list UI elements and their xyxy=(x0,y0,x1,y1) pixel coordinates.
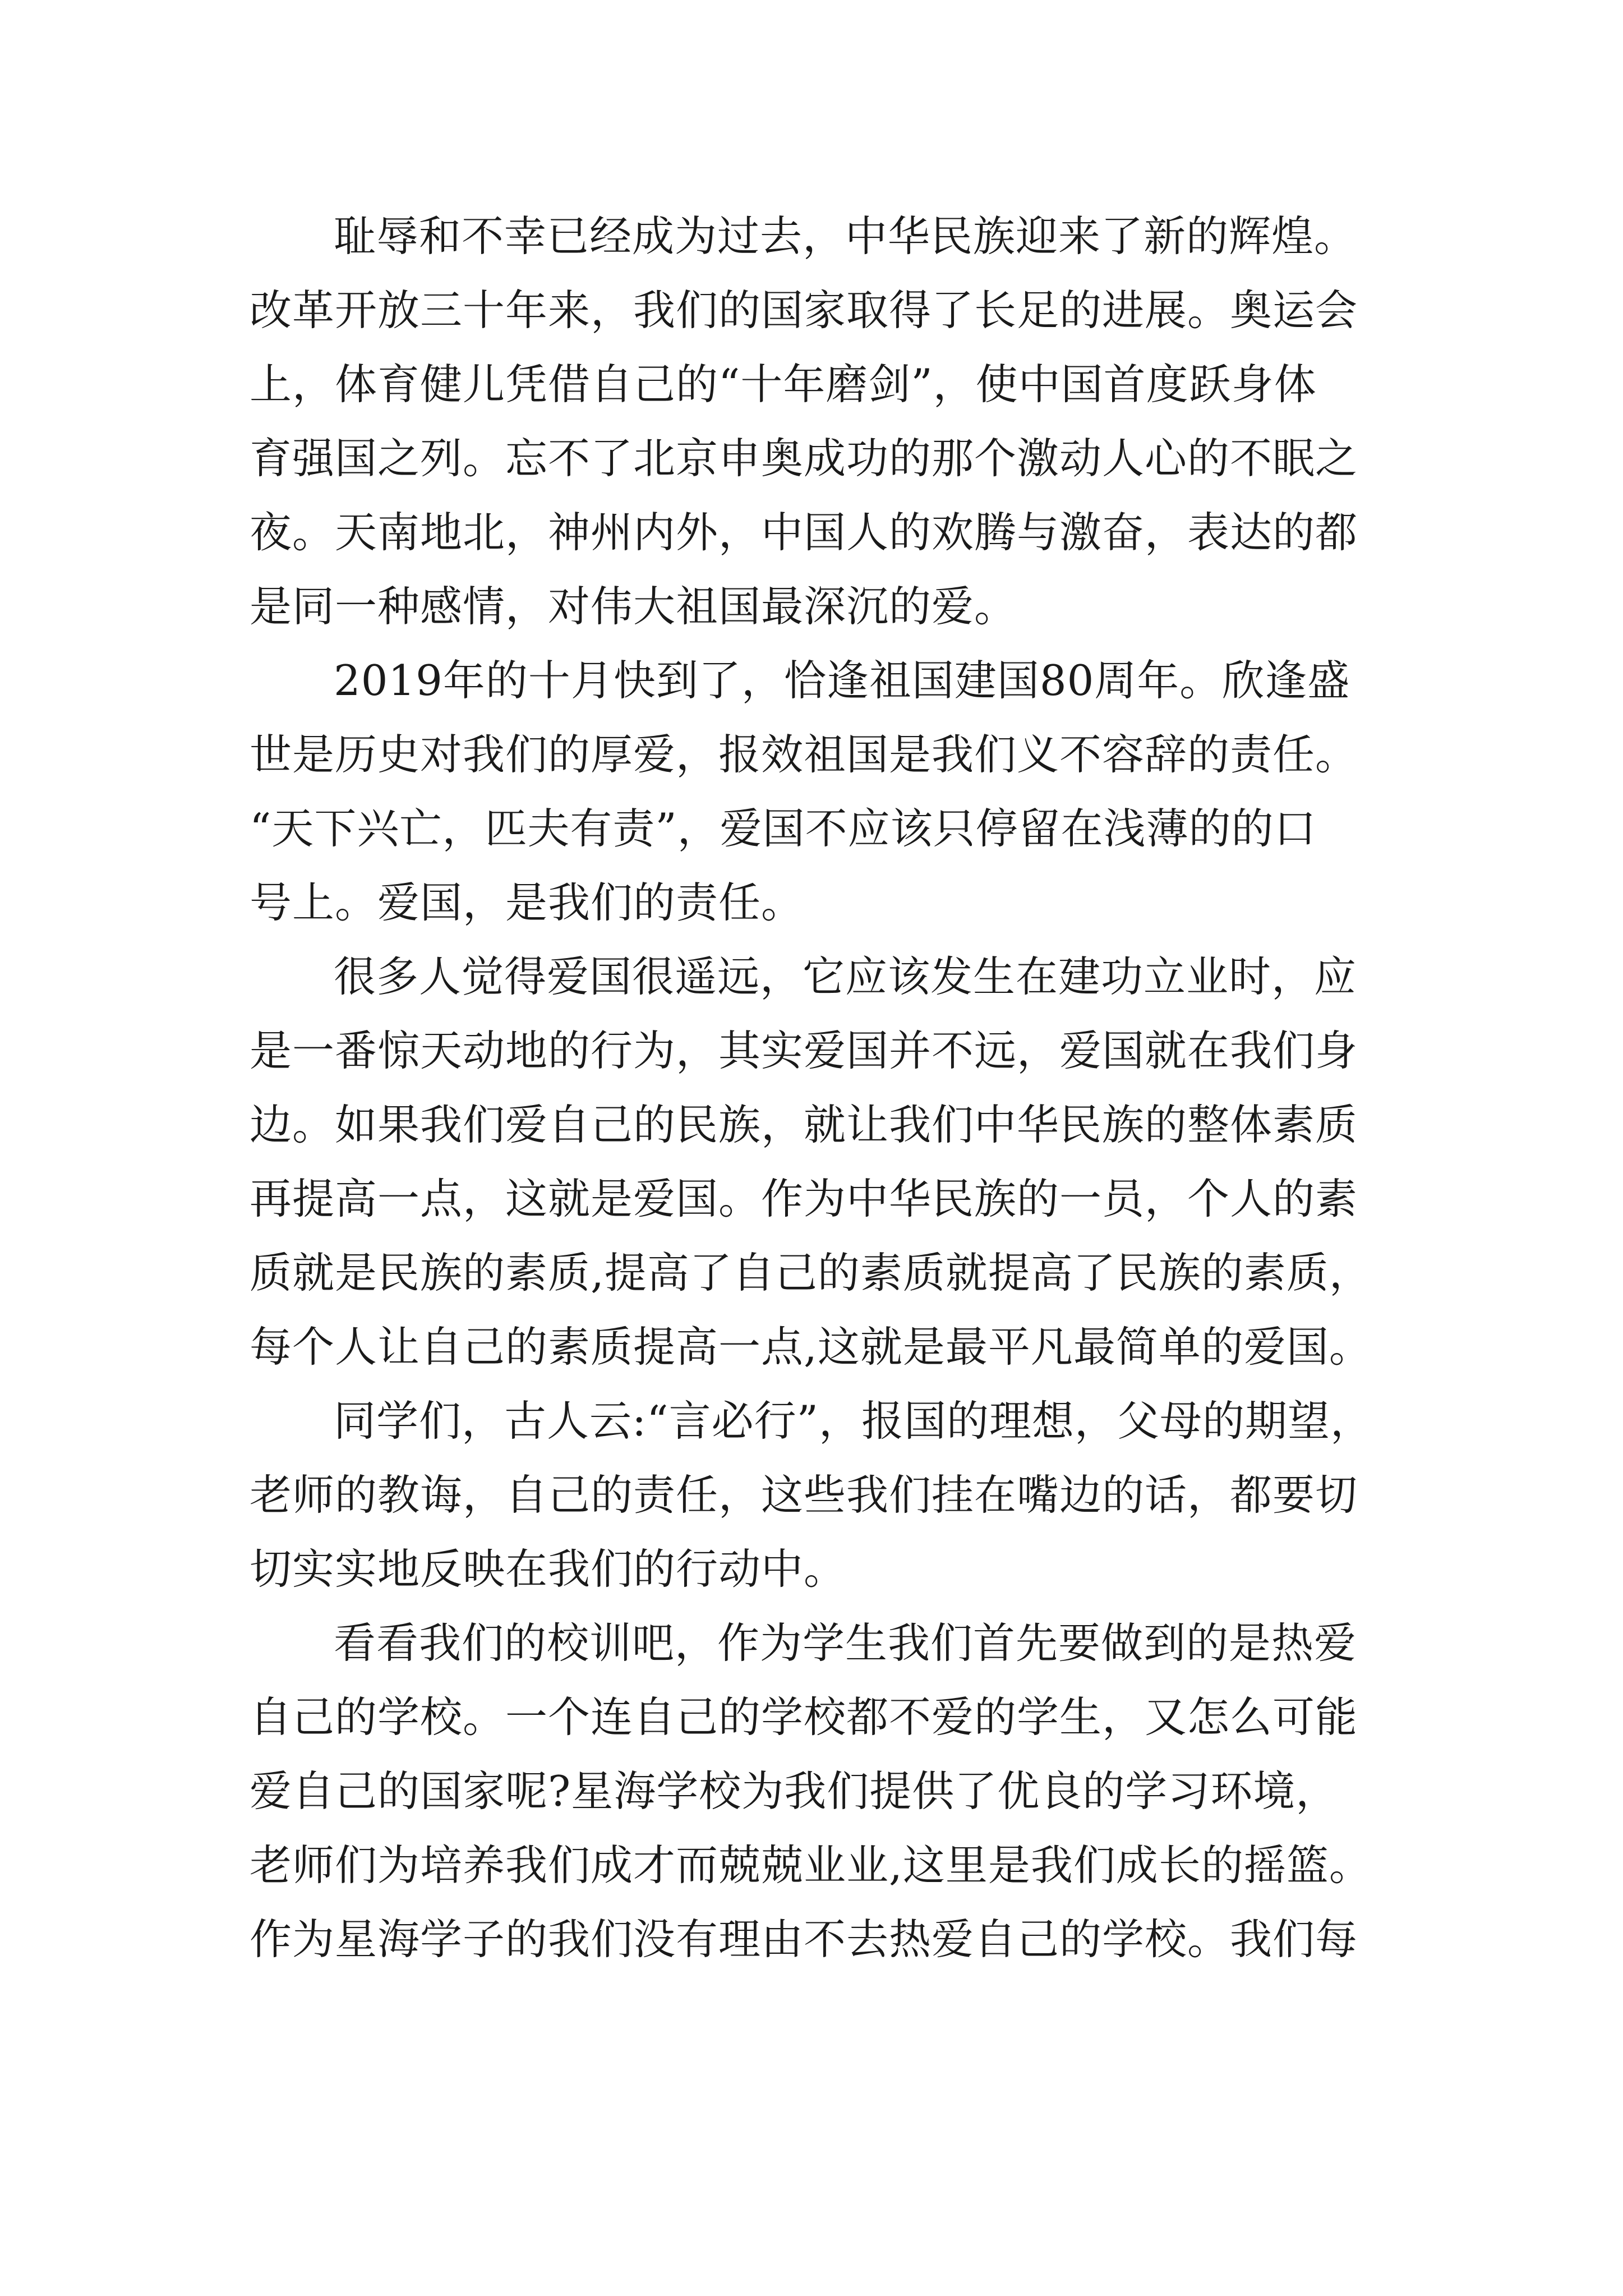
text-line: 同学们，古人云:“言必行”，报国的理想，父母的期望， xyxy=(334,1396,1373,1446)
text-line: 作为星海学子的我们没有理由不去热爱自己的学校。我们每 xyxy=(250,1915,1358,1964)
text-line: 是同一种感情，对伟大祖国最深沉的爱。 xyxy=(250,582,1017,631)
text-line: 爱自己的国家呢?星海学校为我们提供了优良的学习环境， xyxy=(250,1766,1339,1816)
text-line: 2019年的十月快到了，恰逢祖国建国80周年。欣逢盛 xyxy=(334,656,1350,705)
text-line: 再提高一点，这就是爱国。作为中华民族的一员，个人的素 xyxy=(250,1174,1358,1223)
text-line: 是一番惊天动地的行为，其实爱国并不远，爱国就在我们身 xyxy=(250,1026,1358,1075)
text-line: “天下兴亡，匹夫有责”，爱国不应该只停留在浅薄的的口 xyxy=(250,804,1317,853)
text-line: 世是历史对我们的厚爱，报效祖国是我们义不容辞的责任。 xyxy=(250,730,1358,779)
text-line: 改革开放三十年来，我们的国家取得了长足的进展。奥运会 xyxy=(250,286,1358,335)
text-line: 夜。天南地北，神州内外，中国人的欢腾与激奋，表达的都 xyxy=(250,508,1358,557)
text-line: 切实实地反映在我们的行动中。 xyxy=(250,1544,847,1594)
body-text xyxy=(250,199,1377,1976)
text-line: 老师们为培养我们成才而兢兢业业,这里是我们成长的摇篮。 xyxy=(250,1841,1372,1890)
text-line: 老师的教诲，自己的责任，这些我们挂在嘴边的话，都要切 xyxy=(250,1470,1358,1520)
paragraph-4 xyxy=(250,1384,1377,1606)
paragraph-5 xyxy=(250,1606,1377,1976)
text-line: 质就是民族的素质,提高了自己的素质就提高了民族的素质， xyxy=(250,1248,1372,1297)
text-line: 上，体育健儿凭借自己的“十年磨剑”，使中国首度跃身体 xyxy=(250,360,1317,409)
paragraph-3 xyxy=(250,940,1377,1384)
text-line: 很多人觉得爱国很遥远，它应该发生在建功立业时，应 xyxy=(334,952,1357,1001)
text-line: 号上。爱国，是我们的责任。 xyxy=(250,878,804,927)
text-line: 每个人让自己的素质提高一点,这就是最平凡最简单的爱国。 xyxy=(250,1322,1372,1372)
text-line: 育强国之列。忘不了北京申奥成功的那个激动人心的不眠之 xyxy=(250,434,1358,483)
paragraph-1 xyxy=(250,199,1377,643)
paragraph-2 xyxy=(250,643,1377,940)
text-line: 边。如果我们爱自己的民族，就让我们中华民族的整体素质 xyxy=(250,1100,1358,1149)
text-line: 看看我们的校训吧，作为学生我们首先要做到的是热爱 xyxy=(334,1618,1357,1668)
text-line: 耻辱和不幸已经成为过去，中华民族迎来了新的辉煌。 xyxy=(334,211,1357,261)
text-line: 自己的学校。一个连自己的学校都不爱的学生，又怎么可能 xyxy=(250,1692,1358,1742)
